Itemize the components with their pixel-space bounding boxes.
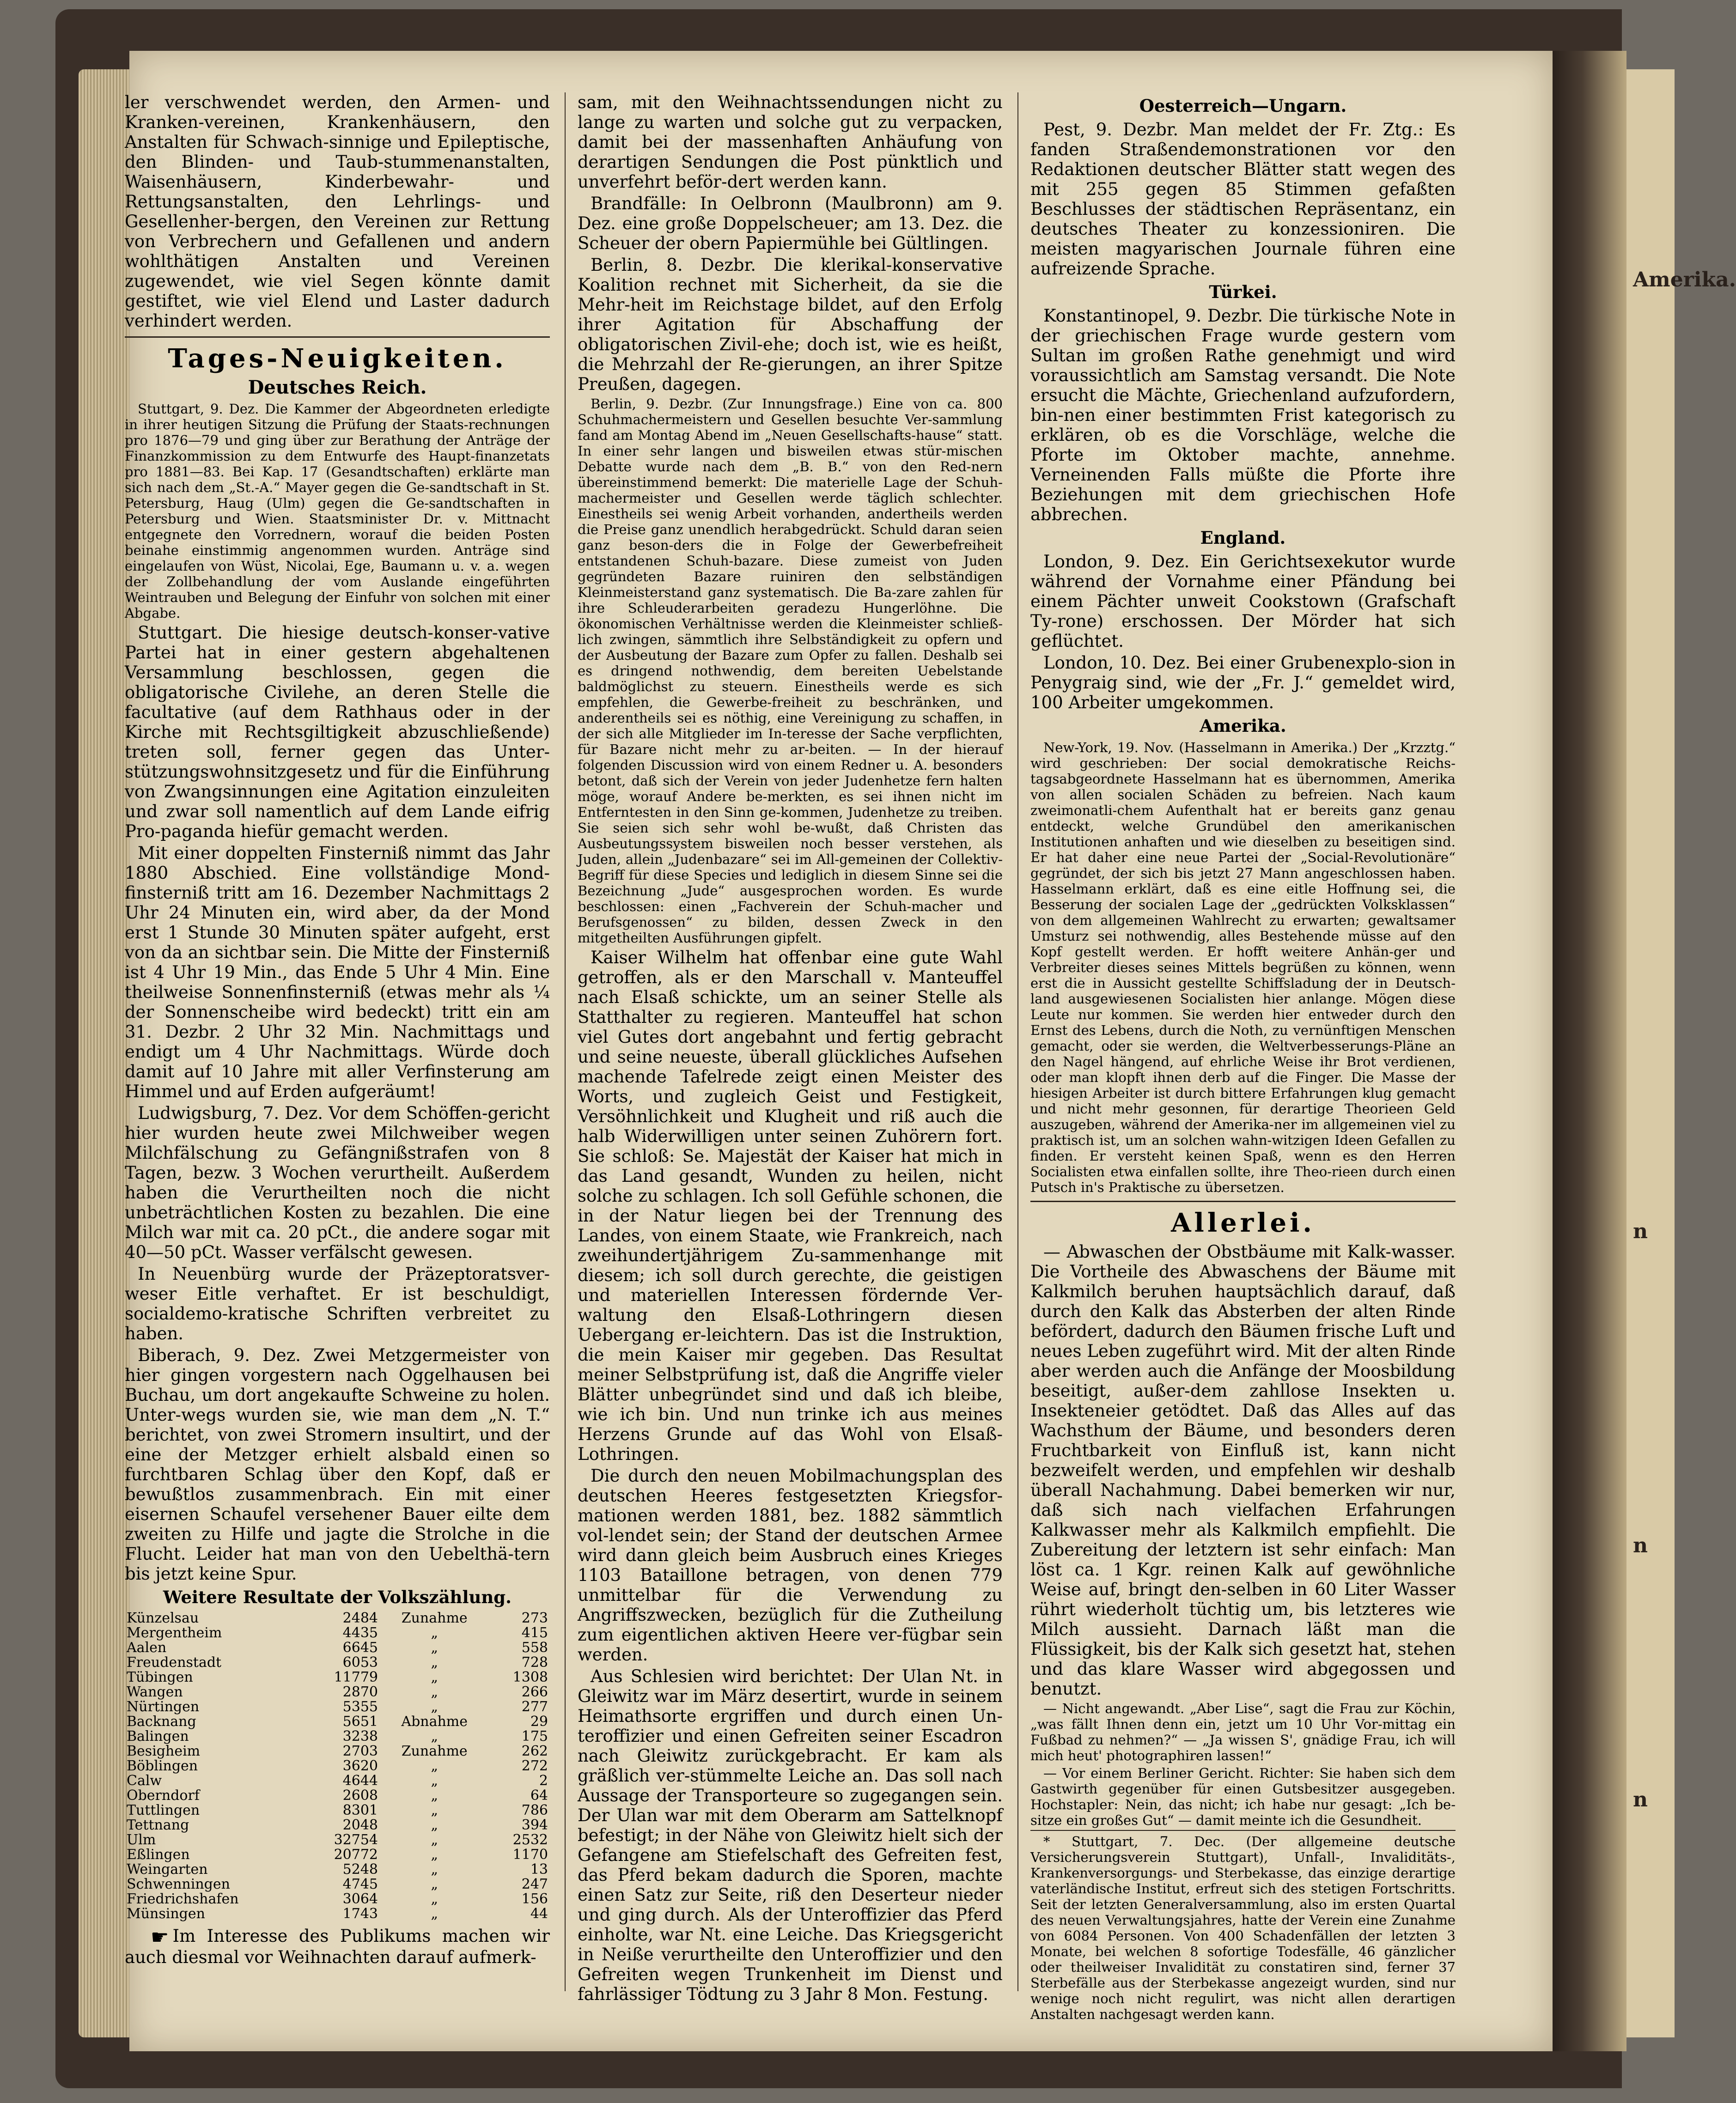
census-change-type: „ (431, 1699, 438, 1715)
census-population: 8301 (342, 1802, 378, 1818)
article-berlin-innungsfrage: Berlin, 9. Dezbr. (Zur Innungsfrage.) Eine von ca. 800 Schuhmachermeistern und Gesellen besuchte Ver-sammlung fand am Montag Abend im „Neuen Gesellschafts-hause“ statt. In einer sehr langen und bisweilen etwas stür-mischen Debatte wurde nach dem „B. B.“ von den Red-nern übereinstimmend bemerkt: Die materielle Lage der Schuh-machermeister und Gesellen werde täglich schlechter. Einestheils sei wenig Arbeit vorhanden, andertheils werden die Preise ganz unendlich herabgedrückt. Schuld daran seien ganz beson-ders die in Folge der Gewerbefreiheit entstandenen Schuh-bazare. Diese zumeist von Juden gegründeten Bazare ruiniren den selbständigen Kleinmeisterstand ganz systematisch. Die Ba-zare zahlen für ihre Schleuderarbeiten geradezu Hungerlöhne. Die ökonomischen Verhältnisse werden die Kleinmeister schließ-lich zwingen, sämmtlich ihre Selbständigkeit zu opfern und der Ausbeutung der Bazare zum Opfer zu fallen. Deshalb sei es dringend nothwendig, dem bereiten Uebelstande baldmöglichst zu steuern. Einestheils werde es sich empfehlen, die Gewerbe-freiheit zu beschränken, und anderentheils sei es nöthig, eine Vereinigung zu schaffen, in der sich alle Mitglieder im In-teresse der Sache verpflichten, für Bazare nicht mehr zu ar-beiten. — In der hierauf folgenden Discussion wird von einem Redner u. A. besonders betont, daß sich der Verein von jeder Judenhetze fern halten möge, worauf Andere be-merkten, es sei ihnen nicht im Entferntesten in den Sinn ge-kommen, Judenhetze zu treiben. Sie seien sich sehr wohl be-wußt, daß Christen das Ausbeutungssystem bisweilen noch besser verstehen, als Juden, allein „Judenbazare“ sei im All-gemeinen der Collektiv-Begriff für diese Species und lediglich in diesem Sinne sei die Bezeichnung „Jude“ ausgesprochen worden. Es wurde beschlossen: einen „Fachverein der Schuh-macher und Berufsgenossen“ zu bilden, dessen Zweck in den mitgetheilten Ausführungen gipfelt. (578, 396, 1003, 946)
census-row (125, 1833, 550, 1848)
census-place: Friedrichshafen (127, 1891, 239, 1907)
article-pest: Pest, 9. Dezbr. Man meldet der Fr. Ztg.: Es fanden Straßendemonstrationen vor den Redaktionen deutscher Blätter statt wegen des mit 255 gegen 85 Stimmen gefaßten Beschlusses der städtischen Repräsentanz, ein deutsches Theater zu konzessioniren. Die meisten magyarischen Journale führen eine aufreizende Sprache. (1030, 120, 1456, 279)
census-row (125, 1759, 550, 1774)
census-population: 2703 (342, 1743, 378, 1759)
census-change-type: „ (431, 1861, 438, 1878)
census-change-value: 728 (521, 1654, 548, 1671)
article-ludwigsburg: Ludwigsburg, 7. Dez. Vor dem Schöffen-gericht hier wurden heute zwei Milchweiber wegen Milchfälschung zu Gefängnißstrafen von 8 Tagen, bezw. 3 Wochen verurtheilt. Außerdem haben die Verurtheilten noch die nicht unbeträchtlichen Kosten zu bezahlen. Die eine Milch war mit ca. 20 pCt., die andere sogar mit 40—50 pCt. Wasser verfälscht gewesen. (125, 1103, 550, 1262)
article-berlin-koalition: Berlin, 8. Dezbr. Die klerikal-konservative Koalition rechnet mit Sicherheit, da sie die Mehr-heit im Reichstage bildet, auf den Erfolg ihrer Agitation für Abschaffung der obligatorischen Zivil-ehe; doch ist, wie es heißt, die Mehrzahl der Re-gierungen, an ihrer Spitze Preußen, dagegen. (578, 255, 1003, 394)
census-change-value: 415 (521, 1625, 548, 1641)
census-place: Böblingen (127, 1758, 198, 1774)
census-change-type: „ (431, 1654, 438, 1671)
census-row (125, 1685, 550, 1700)
census-row (125, 1744, 550, 1759)
article-new-york: New-York, 19. Nov. (Hasselmann in Amerika.) Der „Krzztg.“ wird geschrieben: Der social demokratische Reichs-tagsabgeordnete Hasselmann hat es übernommen, Amerika von allen socialen Schäden zu befreien. Nach kaum zweimonatli-chem Aufenthalt hat er bereits ganz genau entdeckt, welche Grundübel den amerikanischen Institutionen anhaften und wie dieselben zu beseitigen sind. Er hat daher eine neue Partei der „Social-Revolutionäre“ gegründet, der sich bis jetzt 27 Mann angeschlossen haben. Hasselmann erklärt, daß es eine eitle Hoffnung sei, die Besserung der socialen Lage der „gedrückten Volksklassen“ von dem allgemeinen Wahlrecht zu erwarten; gewaltsamer Umsturz sei nothwendig, alles Bestehende müsse auf den Kopf gestellt werden. Er hofft weitere Anhän-ger und Verbreiter dieses seines Mittels begrüßen zu können, wenn erst die in Aussicht gestellte Schiffsladung der in Deutsch-land ausgewiesenen Socialisten hier anlange. Mögen diese Leute nur kommen. Sie werden hier entweder durch den Ernst des Lebens, durch die Noth, zu vernünftigen Menschen gemacht, oder sie werden, die Weltverbesserungs-Pläne an den Nagel hängend, auf ehrliche Weise ihr Brot verdienen, oder man klopft ihnen derb auf die Finger. Die Masse der hiesigen Arbeiter ist durch bittere Erfahrungen klug gemacht und nicht mehr gesonnen, für derartige Theorieen Geld auszugeben, während der Amerika-ner im allgemeinen viel zu praktisch ist, um an solchen wahn-witzigen Ideen Gefallen zu finden. Er versteht keinen Spaß, wenn es den Herren Socialisten etwa einfallen sollte, ihre Theo-rieen durch einen Putsch in's Praktische zu übersetzen. (1030, 740, 1456, 1195)
column-rule (1017, 92, 1018, 1991)
census-row (125, 1892, 550, 1907)
census-change-type: „ (431, 1684, 438, 1700)
heading-amerika: Amerika. (1200, 716, 1286, 736)
column-1 (125, 92, 550, 2000)
article-obstbaeume: — Abwaschen der Obstbäume mit Kalk-wasser. Die Vortheile des Abwaschens der Bäume mit Kalkmilch beruhen hauptsächlich darauf, daß durch den Kalk das Absterben der alten Rinde befördert, dadurch den Bäumen frische Luft und neues Leben zugeführt wird. Mit der alten Rinde aber werden auch die Anfänge der Moosbildung beseitigt, außer-dem zahllose Insekten u. Insekteneier getödtet. Daß das Alles auf das Wachsthum der Bäume, und besonders deren Fruchtbarkeit von Einfluß ist, kann nicht bezweifelt werden, und empfehlen wir deshalb überall Nachahmung. Dabei bemerken wir nur, daß sich nach vielfachen Erfahrungen Kalkwasser mehr als Kalkmilch empfiehlt. Die Zubereitung der letztern ist sehr einfach: Man löst ca. 1 Kgr. reinen Kalk auf gewöhnliche Weise auf, bringt den-selben in 60 Liter Wasser rührt wiederholt tüchtig um, bis letzteres wie Milch aussieht. Darnach läßt man die Flüssigkeit, bis der Kalk sich gesetzt hat, stehen und das klare Wasser wird abgegossen und benutzt. (1030, 1242, 1456, 1699)
census-row (125, 1626, 550, 1641)
census-change-type: „ (431, 1728, 438, 1744)
census-place: Tübingen (127, 1669, 193, 1685)
census-population: 2870 (342, 1684, 378, 1700)
census-population: 5248 (342, 1861, 378, 1878)
census-population: 3238 (342, 1728, 378, 1744)
column-3 (1030, 92, 1456, 2022)
census-place: Künzelsau (127, 1610, 199, 1626)
census-population: 4644 (342, 1773, 378, 1789)
census-change-value: 558 (521, 1640, 548, 1656)
census-population: 2484 (342, 1610, 378, 1626)
census-place: Nürtingen (127, 1699, 200, 1715)
section-rule (1030, 1201, 1456, 1202)
census-population: 3064 (342, 1891, 378, 1907)
next-page-fragment: n (1633, 1220, 1648, 1243)
census-change-type: Abnahme (401, 1714, 468, 1730)
census-change-type: „ (431, 1758, 438, 1774)
census-place: Besigheim (127, 1743, 201, 1759)
census-place: Tuttlingen (127, 1802, 200, 1818)
article-finsterniss: Mit einer doppelten Finsterniß nimmt das Jahr 1880 Abschied. Eine vollständige Mond-finsterniß tritt am 16. Dezember Nachmittags 2 Uhr 24 Minuten ein, wird aber, da der Mond erst 1 Stunde 30 Minuten später aufgeht, erst von da an sichtbar sein. Die Mitte der Finsterniß ist 4 Uhr 19 Min., das Ende 5 Uhr 4 Min. Eine theilweise Sonnenfinsterniß (etwas mehr als ¼ der Sonnenscheibe wird bedeckt) tritt ein am 31. Dezbr. 2 Uhr 32 Min. Nachmittags und endigt um 4 Uhr Nachmittags. Würde doch damit auf 10 Jahre mit aller Verfinsterung am Himmel und auf Erden aufgeräumt! (125, 843, 550, 1101)
census-change-type: „ (431, 1625, 438, 1641)
census-row (125, 1848, 550, 1862)
article-kaiser-wilhelm: Kaiser Wilhelm hat offenbar eine gute Wahl getroffen, als er den Marschall v. Manteuffel nach Elsaß schickte, um an seiner Stelle als Statthalter zu regieren. Manteuffel hat schon viel Gutes dort angebahnt und fertig gebracht und seine neueste, überall glückliches Aufsehen machende Tafelrede zeigt einen Meister des Worts, und zugleich Geist und Festigkeit, Versöhnlichkeit und Klugheit und riß auch die halb Widerwilligen unter seinen Zuhörern fort. Sie schloß: Se. Majestät der Kaiser hat mich in das Land gesandt, Wunden zu heilen, nicht solche zu schlagen. Ich soll Gefühle schonen, die in der Natur liegen bei der Trennung des Landes, von einem Staate, wie Frankreich, nach zweihundertjährigem Zu-sammenhange mit diesem; ich soll durch gerechte, die geistigen und materiellen Interessen fördernde Ver-waltung den Elsaß-Lothringern diesen Uebergang er-leichtern. Das ist die Instruktion, die mein Kaiser mir gegeben. Das Resultat meiner Selbstprüfung ist, daß die Angriffe vieler Blätter unbegründet sind und daß ich bleibe, wie ich bin. Und nun trinke ich aus meines Herzens Grunde auf das Wohl von Elsaß-Lothringen. (578, 948, 1003, 1464)
census-place: Weingarten (127, 1861, 208, 1878)
census-change-type: Zunahme (401, 1743, 468, 1759)
census-row (125, 1788, 550, 1803)
intro-paragraph: ler verschwendet werden, den Armen- und Kranken-vereinen, Krankenhäusern, den Anstalten für Schwach-sinnige und Epileptische, den Blinden- und Taub-stummenanstalten, Waisenhäusern, Kinderbewahr- und Rettungsanstalten, den Lehrlings- und Gesellenher-bergen, den Vereinen zur Rettung von Verbrechern und Gefallenen und andern wohlthätigen Anstalten und Vereinen zugewendet, wie viel Segen könnte damit gestiftet, wie viel Elend und Laster dadurch verhindert werden. (125, 92, 550, 331)
section-subtitle: Deutsches Reich. (248, 377, 427, 398)
footnote-versicherungsverein: * Stuttgart, 7. Dec. (Der allgemeine deutsche Versicherungsverein Stuttgart), Unfall-, Invaliditäts-, Krankenversorgungs- und Sterbekasse, das einzige derartige vaterländische Institut, erfreut sich des stetigen Fortschritts. Seit der letzten Generalversammlung, also im ersten Quartal des neuen Verwaltungsjahres, hatte der Verein eine Zunahme von 6084 Personen. Von 400 Schadenfällen der letzten 3 Monate, bei welchen 8 sofortige Todesfälle, 46 gänzlicher oder theilweiser Invalidität zu constatiren sind, ferner 37 Sterbefälle aus der Sterbekasse angezeigt wurden, sind nur wenige noch nicht regulirt, was nicht allen derartigen Anstalten nachgesagt werden kann. (1030, 1830, 1456, 2022)
census-change-type: „ (431, 1891, 438, 1907)
census-change-type: „ (431, 1906, 438, 1922)
census-place: Eßlingen (127, 1847, 190, 1863)
census-population: 11779 (334, 1669, 378, 1685)
census-change-value: 277 (521, 1699, 548, 1715)
census-change-value: 2532 (512, 1832, 548, 1848)
census-population: 3620 (342, 1758, 378, 1774)
census-population: 32754 (334, 1832, 378, 1848)
census-row (125, 1670, 550, 1685)
census-change-type: „ (431, 1847, 438, 1863)
article-mobilmachungsplan: Die durch den neuen Mobilmachungsplan des deutschen Heeres festgesetzten Kriegsfor-mationen werden 1881, bez. 1882 sämmtlich vol-lendet sein; der Stand der deutschen Armee wird dann gleich beim Ausbruch eines Krieges 1103 Bataillone betragen, von denen 779 unmittelbar für die Verwendung zu Angriffszwecken, bezüglich für die Zutheilung zum eigentlichen aktiven Heere ver-fügbar sein werden. (578, 1466, 1003, 1665)
column-rule (565, 92, 566, 1991)
census-place: Schwenningen (127, 1876, 230, 1892)
census-change-value: 786 (521, 1802, 548, 1818)
census-row (125, 1714, 550, 1729)
notice-paragraph (125, 1926, 550, 1967)
section-title: Tages-Neuigkeiten. (168, 343, 507, 374)
article-weihnachtssendungen: sam, mit den Weihnachtssendungen nicht zu lange zu warten und solche gut zu verpacken, damit bei der massenhaften Anhäufung von derartigen Sendungen die Post pünktlich und unverfehrt beför-dert werden kann. (578, 92, 1003, 192)
heading-tuerkei: Türkei. (1209, 282, 1277, 302)
census-population: 5355 (342, 1699, 378, 1715)
census-change-value: 247 (521, 1876, 548, 1892)
census-change-value: 262 (521, 1743, 548, 1759)
pointing-hand-icon: ☛ (151, 1926, 169, 1949)
census-change-value: 272 (521, 1758, 548, 1774)
article-berliner-gericht: — Vor einem Berliner Gericht. Richter: Sie haben sich dem Gastwirth gegenüber für einen Gutsbesitzer ausgegeben. Hochstapler: Nein, das nicht; ich habe nur gesagt: „Ich be-sitze ein großes Gut“ — damit meinte ich die Gesundheit. (1030, 1765, 1456, 1828)
census-population: 5651 (342, 1714, 378, 1730)
census-change-value: 394 (521, 1817, 548, 1833)
census-change-type: „ (431, 1787, 438, 1804)
census-population: 6053 (342, 1654, 378, 1671)
notice-text: Im Interesse des Publikums machen wir auch diesmal vor Weihnachten darauf aufmerk- (125, 1926, 550, 1967)
census-population: 20772 (334, 1847, 378, 1863)
census-row (125, 1818, 550, 1833)
census-change-value: 29 (530, 1714, 548, 1730)
article-stuttgart-partei: Stuttgart. Die hiesige deutsch-konser-vative Partei hat in einer gestern abgehaltenen Versammlung beschlossen, gegen die obligatorische Civilehe, an deren Stelle die facultative (auf dem Rathhaus oder in der Kirche mit Rechtsgiltigkeit abzuschließende) treten soll, ferner gegen das Unter-stützungswohnsitzgesetz und für die Einführung von Zwangsinnungen eine Agitation einzuleiten und zwar soll namentlich auf dem Lande eifrig Pro-paganda hiefür gemacht werden. (125, 623, 550, 841)
next-page-fragment: Amerika. (1633, 268, 1736, 292)
census-row (125, 1611, 550, 1626)
article-brandfaelle: Brandfälle: In Oelbronn (Maulbronn) am 9. Dez. eine große Doppelscheuer; am 13. Dez. die Scheuer der obern Papiermühle bei Gültlingen. (578, 194, 1003, 253)
census-row (125, 1907, 550, 1921)
census-change-type: „ (431, 1876, 438, 1892)
census-change-value: 266 (521, 1684, 548, 1700)
census-place: Münsingen (127, 1906, 205, 1922)
book-gutter (1553, 51, 1626, 2051)
census-place: Mergentheim (127, 1625, 222, 1641)
census-row (125, 1655, 550, 1670)
section-rule (125, 336, 550, 338)
article-biberach: Biberach, 9. Dez. Zwei Metzgermeister von hier gingen vorgestern nach Oggelhausen bei Buchau, um dort angekaufte Schweine zu holen. Unter-wegs wurden sie, wie man dem „N. T.“ berichtet, von zwei Stromern insultirt, und der eine der Metzger erhielt alsbald einen so furchtbaren Schlag über den Kopf, daß er bewußtlos zusammenbrach. Ein mit einer eisernen Schaufel versehener Bauer eilte dem zweiten zu Hilfe und jagte die Strolche in die Flucht. Leider hat man von den Uebelthä-tern bis jetzt keine Spur. (125, 1345, 550, 1584)
article-neuenbuerg: In Neuenbürg wurde der Präzeptoratsver-weser Eitle verhaftet. Er ist beschuldigt, socialdemo-kratische Schriften verbreitet zu haben. (125, 1264, 550, 1343)
article-schlesien: Aus Schlesien wird berichtet: Der Ulan Nt. in Gleiwitz war im März desertirt, wurde in seinem Heimathsorte ergriffen und durch einen Un-teroffizier und einen Gefreiten seiner Escadron nach Gleiwitz zurückgebracht. Er kam als gräßlich ver-stümmelte Leiche an. Das soll nach Aussage der Transporteure so zugegangen sein. Der Ulan war mit dem Oberarm am Sattelknopf befestigt; in der Nähe von Gleiwitz hielt sich der Gefangene am Stiefelschaft des Gefreiten fest, das Pferd bekam dadurch die Sporen, machte einen Satz zur Seite, riß den Deserteur nieder und ging durch. Als der Unteroffizier das Pferd einholte, war Nt. eine Leiche. Das Kriegsgericht in Neiße verurtheilte den Unteroffizier und den Gefreiten wegen Trunkenheit im Dienst und fahrlässiger Tödtung zu 3 Jahr 8 Mon. Festung. (578, 1666, 1003, 2004)
census-population: 4435 (342, 1625, 378, 1641)
next-page-edge (1626, 69, 1736, 2037)
column-2 (578, 92, 1003, 2004)
census-change-value: 2 (539, 1773, 548, 1789)
heading-oesterreich-ungarn: Oesterreich—Ungarn. (1139, 96, 1347, 116)
census-population: 6645 (342, 1640, 378, 1656)
section-title-allerlei: Allerlei. (1171, 1208, 1315, 1238)
census-place: Wangen (127, 1684, 183, 1700)
census-population: 2608 (342, 1787, 378, 1804)
next-page-fragment: n (1633, 1788, 1648, 1811)
census-change-type: „ (431, 1640, 438, 1656)
next-page-fragment: n (1633, 1534, 1648, 1557)
census-row (125, 1862, 550, 1877)
census-row (125, 1774, 550, 1788)
article-stuttgart-kammer: Stuttgart, 9. Dez. Die Kammer der Abgeordneten erledigte in ihrer heutigen Sitzung die Prüfung der Staats-rechnungen pro 1876—79 und ging über zur Berathung der Anträge der Finanzkommission zu dem Entwurfe des Haupt-finanzetats pro 1881—83. Bei Kap. 17 (Gesandtschaften) erklärte man sich nach dem „St.-A.“ Mayer gegen die Ge-sandtschaft in St. Petersburg, Haug (Ulm) gegen die Ge-sandtschaften in Petersburg und Wien. Staatsminister Dr. v. Mittnacht entgegnete den Vorrednern, worauf die beiden Posten beinahe einstimmig angenommen wurden. Anträge sind eingelaufen von Wüst, Nicolai, Ege, Baumann u. v. a. wegen der Zollbehandlung der vom Auslande eingeführten Weintrauben und Belegung der Einfuhr von solchen mit einer Abgabe. (125, 401, 550, 621)
article-konstantinopel: Konstantinopel, 9. Dezbr. Die türkische Note in der griechischen Frage wurde gestern vom Sultan im großen Rathe genehmigt und wird voraussichtlich am Samstag versandt. Die Note ersucht die Mächte, Griechenland aufzufordern, bin-nen einer bestimmten Frist kategorisch zu erklären, ob es die Vorschläge, welche die Pforte im Oktober machte, annehme. Verneinenden Falls müßte die Pforte ihre Beziehungen mit dem griechischen Hofe abbrechen. (1030, 306, 1456, 524)
heading-england: England. (1200, 528, 1286, 548)
census-change-value: 13 (530, 1861, 548, 1878)
census-row (125, 1877, 550, 1892)
census-change-value: 156 (521, 1891, 548, 1907)
census-row (125, 1729, 550, 1744)
page-edges (79, 69, 129, 2037)
census-place: Calw (127, 1773, 162, 1789)
census-place: Backnang (127, 1714, 196, 1730)
census-change-type: „ (431, 1832, 438, 1848)
census-change-value: 64 (530, 1787, 548, 1804)
census-change-type: „ (431, 1802, 438, 1818)
census-place: Freudenstadt (127, 1654, 222, 1671)
census-place: Oberndorf (127, 1787, 200, 1804)
article-nicht-angewandt: — Nicht angewandt. „Aber Lise“, sagt die Frau zur Köchin, „was fällt Ihnen denn ein, jetzt um 10 Uhr Vor-mittag ein Fußbad zu nehmen?“ — „Ja wissen S', gnädige Frau, ich will mich heut' photographiren lassen!“ (1030, 1701, 1456, 1763)
article-london-2: London, 10. Dez. Bei einer Grubenexplo-sion in Penygraig sind, wie der „Fr. J.“ gemeldet wird, 100 Arbeiter umgekommen. (1030, 653, 1456, 712)
census-change-type: „ (431, 1817, 438, 1833)
census-place: Balingen (127, 1728, 189, 1744)
census-change-value: 273 (521, 1610, 548, 1626)
census-title: Weitere Resultate der Volkszählung. (163, 1587, 512, 1607)
census-change-value: 1170 (512, 1847, 548, 1863)
census-change-type: „ (431, 1773, 438, 1789)
census-population: 2048 (342, 1817, 378, 1833)
census-row (125, 1803, 550, 1818)
census-table (125, 1611, 550, 1921)
census-population: 1743 (342, 1906, 378, 1922)
census-change-value: 175 (521, 1728, 548, 1744)
census-place: Aalen (127, 1640, 167, 1656)
article-london-1: London, 9. Dez. Ein Gerichtsexekutor wurde während der Vornahme einer Pfändung bei einem Pächter unweit Cookstown (Grafschaft Ty-rone) erschossen. Der Mörder hat sich geflüchtet. (1030, 552, 1456, 651)
census-change-value: 1308 (512, 1669, 548, 1685)
census-change-value: 44 (530, 1906, 548, 1922)
census-place: Tettnang (127, 1817, 189, 1833)
census-change-type: „ (431, 1669, 438, 1685)
census-row (125, 1641, 550, 1655)
census-row (125, 1700, 550, 1714)
census-population: 4745 (342, 1876, 378, 1892)
census-place: Ulm (127, 1832, 156, 1848)
census-change-type: Zunahme (401, 1610, 468, 1626)
